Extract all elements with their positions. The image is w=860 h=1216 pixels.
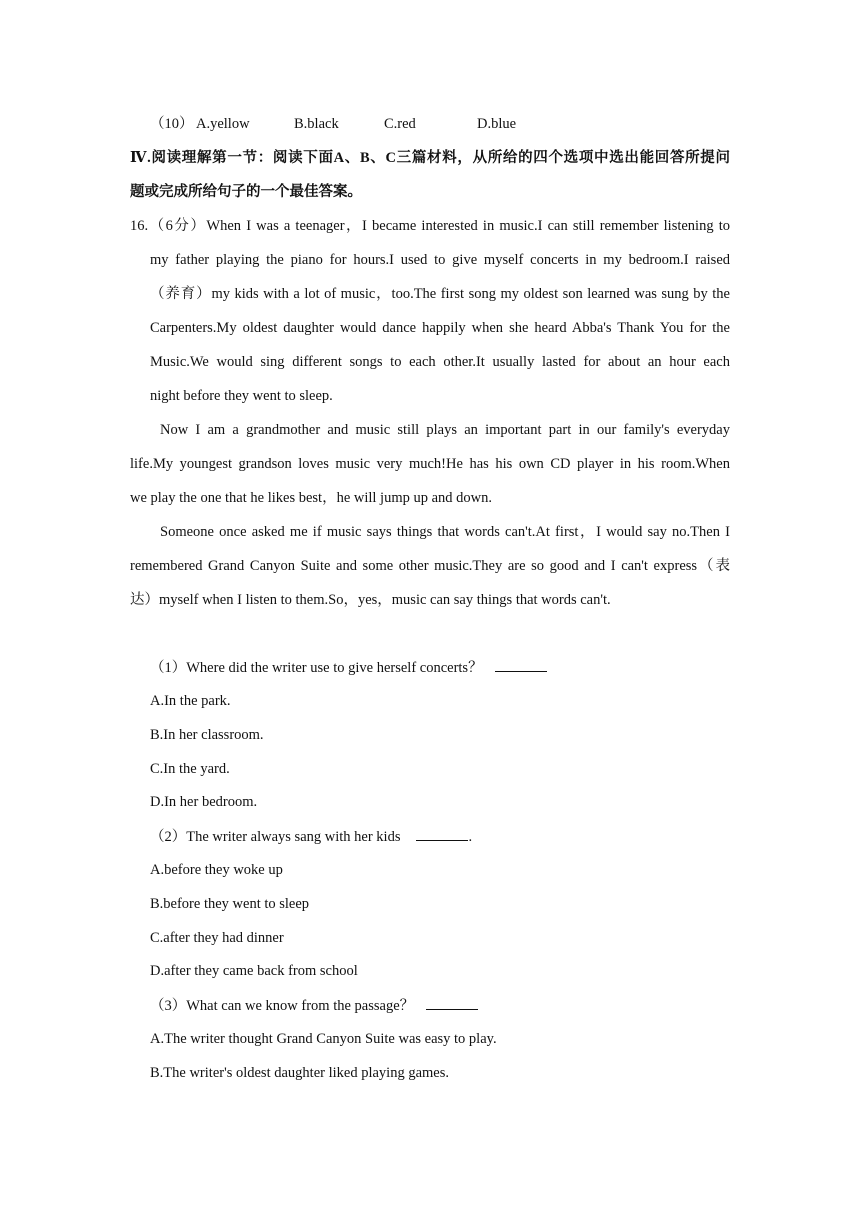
answer-blank (416, 826, 468, 841)
passage-line: life.My youngest grandson loves music very much!He has his own CD player in his room.When (130, 456, 730, 472)
question-2-option-a: A.before they woke up (150, 862, 283, 878)
stem-suffix: . (468, 829, 473, 845)
question-2-option-d: D.after they came back from school (150, 963, 358, 979)
passage-line: my father playing the piano for hours.I used to give myself concerts in my bedroom.I raised (150, 252, 730, 268)
passage-line: Someone once asked me if music says things that words can't.At first，I would say no.Then I (160, 524, 730, 540)
question-2-stem (150, 826, 472, 847)
answer-blank (426, 995, 478, 1010)
passage-line: Music.We would sing different songs to each other.It usually lasted for about an hour each (150, 354, 730, 370)
passage-line: Now I am a grandmother and music still plays an important part in our family's everyday (160, 422, 730, 438)
passage-line: remembered Grand Canyon Suite and some other music.They are so good and I can't express（表 (130, 558, 730, 574)
question-1-option-d: D.In her bedroom. (150, 794, 258, 810)
question-1-option-b: B.In her classroom. (150, 727, 264, 743)
question-3-option-a: A.The writer thought Grand Canyon Suite was easy to play. (150, 1031, 497, 1047)
passage-line: 达）myself when I listen to them.So，yes，music can say things that words can't. (130, 592, 611, 608)
question-3-stem (150, 995, 478, 1016)
question-1-stem (150, 657, 547, 678)
question-stem-text: （1）Where did the writer use to give herself concerts？ (150, 660, 483, 676)
passage-line: （养育）my kids with a lot of music，too.The first song my oldest son learned was sung by the (150, 286, 730, 302)
question-1-option-a: A.In the park. (150, 693, 231, 709)
question-2-option-c: C.after they had dinner (150, 930, 284, 946)
passage-line: Carpenters.My oldest daughter would dance happily when she heard Abba's Thank You for the (150, 320, 730, 336)
question-2-option-b: B.before they went to sleep (150, 896, 310, 912)
section-heading-line-1: Ⅳ.阅读理解第一节：阅读下面A、B、C三篇材料，从所给的四个选项中选出能回答所提问 (130, 150, 730, 166)
q10-option-b: B.black (294, 116, 339, 132)
q10-option-c: C.red (384, 116, 416, 132)
question-stem-text: （3）What can we know from the passage？ (150, 998, 415, 1014)
question-stem-text: （2）The writer always sang with her kids (150, 829, 401, 845)
answer-blank (495, 657, 547, 672)
q10-option-a: A.yellow (196, 116, 250, 132)
section-heading-line-2: 题或完成所给句子的一个最佳答案。 (130, 184, 362, 200)
q10-label: （10） (150, 116, 194, 132)
passage-line: we play the one that he likes best，he will jump up and down. (130, 490, 493, 506)
question-3-option-b: B.The writer's oldest daughter liked playing games. (150, 1065, 449, 1081)
question-1-option-c: C.In the yard. (150, 761, 230, 777)
passage-line: night before they went to sleep. (150, 388, 333, 404)
passage-line: 16.（6分）When I was a teenager，I became interested in music.I can still remember listening to (130, 218, 730, 234)
q10-option-d: D.blue (477, 116, 517, 132)
